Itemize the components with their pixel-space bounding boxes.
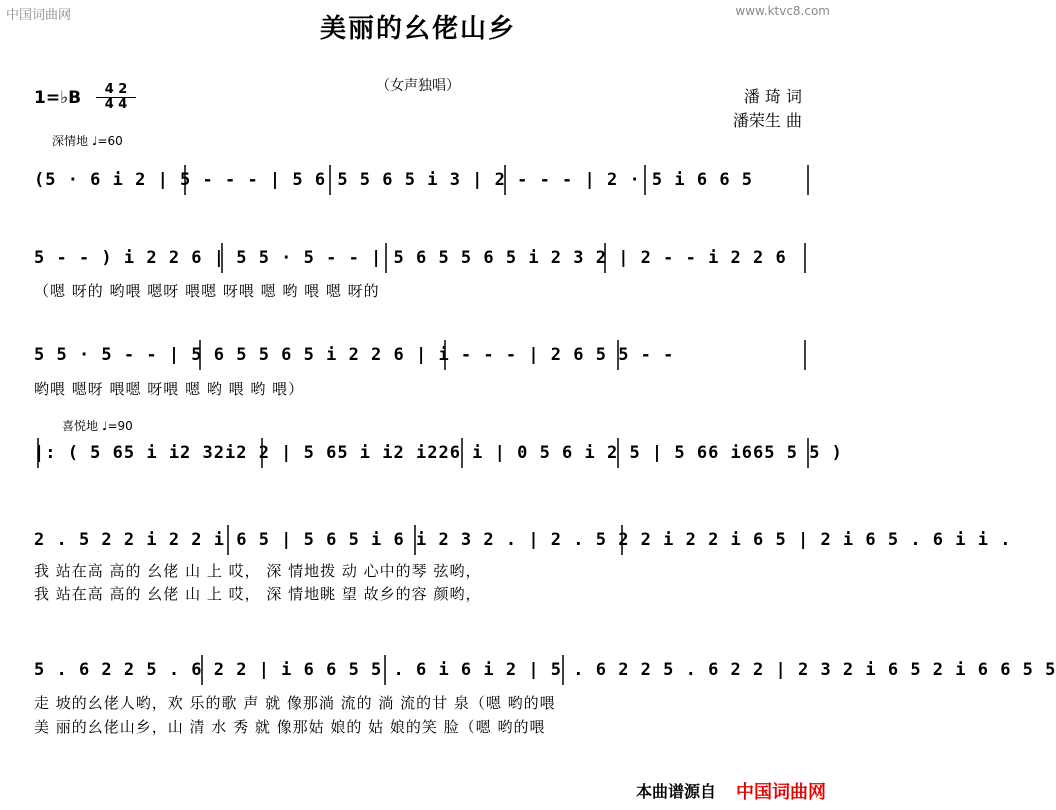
tempo-marking-2: 喜悦地 ♩=90 — [62, 419, 133, 433]
song-title: 美丽的幺佬山乡 — [319, 14, 516, 44]
music-line-4: |: ( 5 65 i i2 32i2 2 | 5 65 i i2 i226 i | 0 5 6 i 2 5 | 5 66 i665 5 5 ) — [34, 443, 843, 463]
music-line-5: 2 . 5 2 2 i 2 2 i 6 5 | 5 6 5 i 6 i 2 3 2 . | 2 . 5 2 2 i 2 2 i 6 5 | 2 i 6 5 . 6 i i . — [34, 530, 1012, 550]
music-line-1: (5 · 6 i 2 | 5 - - - | 5 6 5 5 6 5 i 3 | 2 - - - | 2 · 5 i 6 6 5 — [34, 170, 754, 190]
verse-2-line-2: 美 丽的幺佬山乡，山 清 水 秀 就 像那姑 娘的 姑 娘的笑 脸（嗯 哟的喂 — [34, 718, 546, 736]
tempo-marking-1: 深情地 ♩=60 — [52, 134, 123, 148]
lyricist-credit: 潘 琦 词 — [743, 87, 802, 106]
verse-2-line-1: 我 站在高 高的 幺佬 山 上 哎， 深 情地眺 望 故乡的容 颜哟， — [34, 585, 482, 603]
watermark-right: www.ktvc8.com — [735, 4, 830, 18]
music-line-6: 5 . 6 2 2 5 . 6 2 2 | i 6 6 5 5 . 6 i 6 i 2 | 5 . 6 2 2 5 . 6 2 2 | 2 3 2 i 6 5 2 i 6 6 5 5 — [34, 660, 1056, 680]
verse-1-line-1: 我 站在高 高的 幺佬 山 上 哎， 深 情地拨 动 心中的琴 弦哟， — [34, 562, 482, 580]
composer-credit: 潘荣生 曲 — [732, 111, 802, 130]
watermark-left: 中国词曲网 — [6, 8, 72, 23]
source-brand[interactable]: 中国词曲网 — [736, 782, 826, 803]
music-line-2: 5 - - ) i 2 2 6 | 5 5 · 5 - - | 5 6 5 5 6 5 i 2 3 2 | 2 - - i 2 2 6 — [34, 248, 787, 268]
lyric-line-1: （嗯 呀的 哟喂 嗯呀 喂嗯 呀喂 嗯 哟 喂 嗯 呀的 — [34, 282, 380, 300]
music-line-3: 5 5 · 5 - - | 5 6 5 5 6 5 i 2 2 6 | i - - - | 2 6 5 5 - - — [34, 345, 675, 365]
key-signature: 1=♭B — [34, 88, 82, 108]
performance-note: （女声独唱） — [376, 78, 460, 94]
source-label: 本曲谱源自 — [635, 782, 716, 801]
meter-top: 4 2 — [104, 82, 128, 97]
lyric-line-2: 哟喂 嗯呀 喂嗯 呀喂 嗯 哟 喂 哟 喂） — [34, 380, 305, 398]
meter-bottom: 4 4 — [104, 97, 128, 112]
verse-1-line-2: 走 坡的幺佬人哟，欢 乐的歌 声 就 像那淌 流的 淌 流的甘 泉（嗯 哟的喂 — [34, 694, 556, 712]
